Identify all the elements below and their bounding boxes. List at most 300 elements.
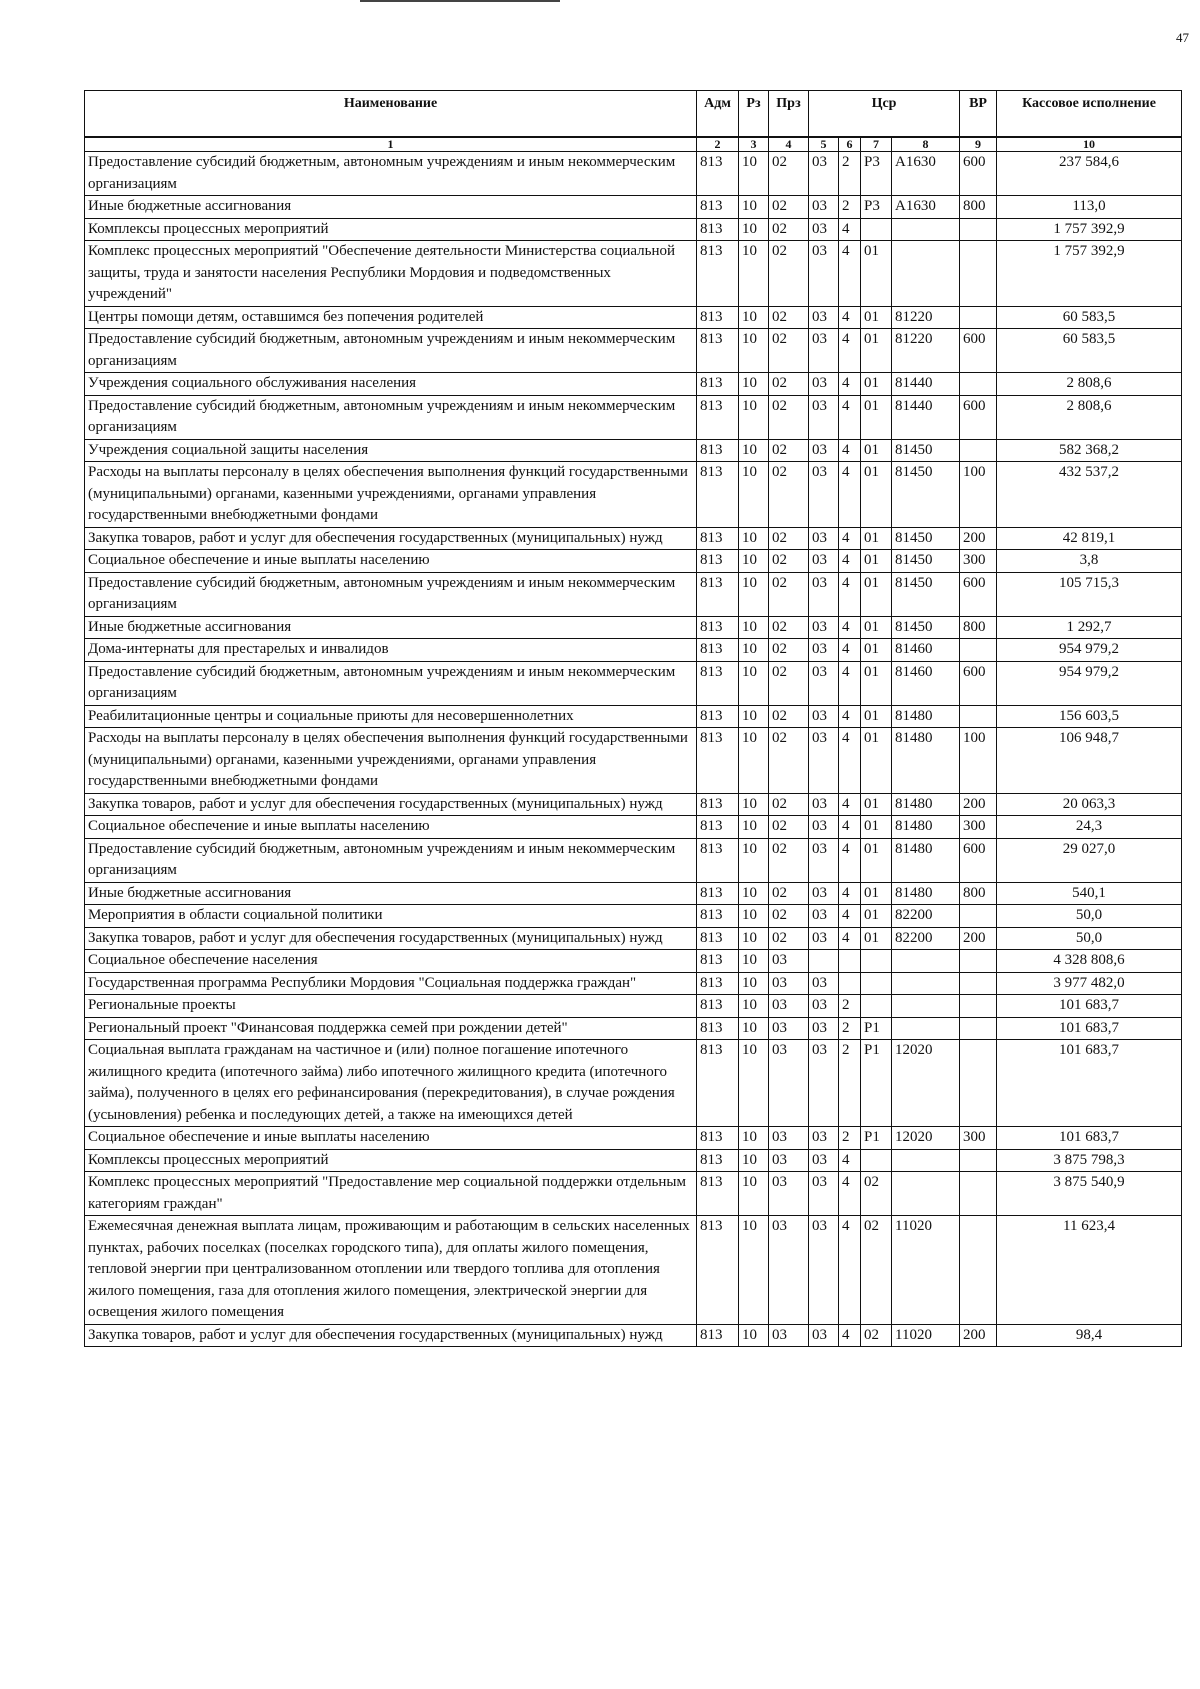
row-cer-event [861,1149,892,1172]
table-row [85,905,1182,928]
row-rz: 10 [739,661,769,705]
row-cer-program: 03 [809,196,839,219]
table-row [85,705,1182,728]
row-cer-event [861,972,892,995]
row-vr [960,439,997,462]
row-prz: 02 [769,196,809,219]
row-prz: 02 [769,705,809,728]
row-amount: 432 537,2 [997,462,1182,528]
row-amount: 237 584,6 [997,152,1182,196]
row-adm: 813 [697,1172,739,1216]
row-cer-direction [892,1017,960,1040]
row-rz: 10 [739,1216,769,1325]
table-row [85,1149,1182,1172]
row-vr [960,705,997,728]
row-rz: 10 [739,1127,769,1150]
row-prz: 02 [769,527,809,550]
row-adm: 813 [697,661,739,705]
row-name: Учреждения социальной защиты населения [85,439,697,462]
row-cer-direction: 12020 [892,1040,960,1127]
row-cer-program: 03 [809,1324,839,1347]
row-cer-direction: 81480 [892,882,960,905]
row-rz: 10 [739,572,769,616]
row-amount: 98,4 [997,1324,1182,1347]
row-adm: 813 [697,196,739,219]
row-cer-event: 02 [861,1172,892,1216]
row-name: Иные бюджетные ассигнования [85,882,697,905]
row-prz: 02 [769,927,809,950]
row-amount: 1 757 392,9 [997,241,1182,307]
row-name: Предоставление субсидий бюджетным, автономным учреждениям и иным некоммерческим организациям [85,329,697,373]
row-prz: 02 [769,816,809,839]
row-prz: 02 [769,439,809,462]
row-amount: 50,0 [997,927,1182,950]
row-cer-direction: 12020 [892,1127,960,1150]
row-cer-direction [892,218,960,241]
row-amount: 540,1 [997,882,1182,905]
row-cer-direction: 81440 [892,395,960,439]
row-cer-program: 03 [809,728,839,794]
row-name: Комплексы процессных мероприятий [85,1149,697,1172]
row-prz: 02 [769,241,809,307]
row-prz: 03 [769,1040,809,1127]
row-name: Дома-интернаты для престарелых и инвалидов [85,639,697,662]
header-cer: Цср [809,91,960,138]
row-vr: 300 [960,816,997,839]
table-row [85,1216,1182,1325]
row-cer-program: 03 [809,639,839,662]
row-cer-program: 03 [809,1017,839,1040]
row-cer-direction: 81460 [892,661,960,705]
budget-execution-table [84,90,1182,1347]
row-cer-direction [892,972,960,995]
row-adm: 813 [697,152,739,196]
row-adm: 813 [697,439,739,462]
row-cer-program: 03 [809,395,839,439]
row-name: Предоставление субсидий бюджетным, автономным учреждениям и иным некоммерческим организациям [85,572,697,616]
row-amount: 24,3 [997,816,1182,839]
table-row [85,218,1182,241]
row-amount: 105 715,3 [997,572,1182,616]
row-name: Закупка товаров, работ и услуг для обеспечения государственных (муниципальных) нужд [85,793,697,816]
row-name: Региональный проект "Финансовая поддержка семей при рождении детей" [85,1017,697,1040]
row-cer-program: 03 [809,995,839,1018]
row-name: Комплексы процессных мероприятий [85,218,697,241]
row-adm: 813 [697,816,739,839]
table-row [85,972,1182,995]
row-vr: 100 [960,728,997,794]
row-cer-program: 03 [809,306,839,329]
row-cer-program: 03 [809,373,839,396]
row-prz: 02 [769,661,809,705]
scan-artifact-line [360,0,560,2]
row-name: Социальное обеспечение и иные выплаты населению [85,1127,697,1150]
table-row [85,793,1182,816]
row-prz: 02 [769,616,809,639]
row-cer-event: 02 [861,1324,892,1347]
row-cer-program: 03 [809,241,839,307]
row-name: Социальное обеспечение и иные выплаты населению [85,550,697,573]
row-rz: 10 [739,218,769,241]
row-cer-direction: 11020 [892,1324,960,1347]
row-rz: 10 [739,816,769,839]
column-number: 8 [892,137,960,152]
row-rz: 10 [739,905,769,928]
row-cer-event: 01 [861,572,892,616]
row-cer-program: 03 [809,1127,839,1150]
table-row [85,838,1182,882]
header-rz: Рз [739,91,769,138]
column-number: 1 [85,137,697,152]
row-adm: 813 [697,1324,739,1347]
row-cer-event: 01 [861,373,892,396]
row-name: Учреждения социального обслуживания населения [85,373,697,396]
row-cer-direction [892,995,960,1018]
row-cer-program: 03 [809,1172,839,1216]
row-cer-subprogram: 4 [839,705,861,728]
row-cer-direction: 81450 [892,550,960,573]
row-vr [960,1149,997,1172]
row-adm: 813 [697,329,739,373]
row-prz: 03 [769,1127,809,1150]
row-name: Региональные проекты [85,995,697,1018]
row-name: Иные бюджетные ассигнования [85,196,697,219]
row-adm: 813 [697,1149,739,1172]
row-cer-direction: 81220 [892,329,960,373]
row-rz: 10 [739,439,769,462]
row-adm: 813 [697,882,739,905]
row-cer-program: 03 [809,329,839,373]
row-cer-direction: 81460 [892,639,960,662]
row-cer-direction: 81450 [892,616,960,639]
row-adm: 813 [697,950,739,973]
row-amount: 29 027,0 [997,838,1182,882]
row-vr [960,1216,997,1325]
row-rz: 10 [739,1149,769,1172]
row-prz: 02 [769,572,809,616]
row-cer-subprogram: 4 [839,1149,861,1172]
row-rz: 10 [739,1172,769,1216]
row-rz: 10 [739,550,769,573]
header-amount: Кассовое исполнение [997,91,1182,138]
row-name: Социальное обеспечение населения [85,950,697,973]
row-adm: 813 [697,1216,739,1325]
row-cer-event: 01 [861,462,892,528]
row-rz: 10 [739,950,769,973]
row-cer-subprogram: 2 [839,1040,861,1127]
row-prz: 03 [769,972,809,995]
row-cer-subprogram: 4 [839,616,861,639]
row-prz: 02 [769,793,809,816]
row-cer-subprogram [839,950,861,973]
row-prz: 03 [769,1149,809,1172]
row-name: Предоставление субсидий бюджетным, автономным учреждениям и иным некоммерческим организациям [85,395,697,439]
row-amount: 3 977 482,0 [997,972,1182,995]
row-cer-direction [892,241,960,307]
row-cer-event: 01 [861,661,892,705]
row-vr: 800 [960,616,997,639]
table-row [85,462,1182,528]
row-vr: 800 [960,196,997,219]
row-adm: 813 [697,995,739,1018]
row-amount: 2 808,6 [997,373,1182,396]
table-row [85,1017,1182,1040]
row-vr [960,306,997,329]
table-body [85,91,1182,1347]
row-vr [960,1172,997,1216]
row-cer-event: 01 [861,639,892,662]
row-cer-subprogram: 4 [839,882,861,905]
row-cer-program: 03 [809,816,839,839]
row-rz: 10 [739,306,769,329]
table-row [85,1324,1182,1347]
row-vr: 600 [960,329,997,373]
row-adm: 813 [697,927,739,950]
row-adm: 813 [697,1040,739,1127]
row-cer-direction: 81480 [892,705,960,728]
row-cer-direction: 81440 [892,373,960,396]
row-cer-program [809,950,839,973]
row-name: Центры помощи детям, оставшимся без попечения родителей [85,306,697,329]
row-amount: 106 948,7 [997,728,1182,794]
row-vr [960,218,997,241]
page-number: 47 [1176,30,1189,45]
row-cer-program: 03 [809,882,839,905]
row-vr [960,972,997,995]
table-row [85,572,1182,616]
row-cer-subprogram: 4 [839,1172,861,1216]
row-cer-program: 03 [809,838,839,882]
row-vr: 600 [960,661,997,705]
row-vr [960,241,997,307]
row-cer-event: 01 [861,793,892,816]
column-number-row [85,137,1182,152]
row-rz: 10 [739,882,769,905]
table-row [85,1172,1182,1216]
row-cer-subprogram: 4 [839,838,861,882]
table-row [85,661,1182,705]
row-prz: 02 [769,152,809,196]
row-prz: 03 [769,1172,809,1216]
column-number: 3 [739,137,769,152]
row-name: Ежемесячная денежная выплата лицам, проживающим и работающим в сельских населенных пунктах, рабочих поселках (поселках городского типа), для оплаты жилого помещения, тепловой энергии при централизованном отоплении или твердого топлива для отопления жилого помещения, газа для отопления жилого помещения, электрической энергии для освещения жилого помещения [85,1216,697,1325]
row-rz: 10 [739,373,769,396]
row-cer-program: 03 [809,972,839,995]
row-cer-event: Р3 [861,196,892,219]
table-row [85,527,1182,550]
column-number: 9 [960,137,997,152]
table-row [85,1127,1182,1150]
row-cer-program: 03 [809,1216,839,1325]
row-name: Предоставление субсидий бюджетным, автономным учреждениям и иным некоммерческим организациям [85,661,697,705]
column-number: 5 [809,137,839,152]
row-prz: 03 [769,1017,809,1040]
row-cer-subprogram: 4 [839,639,861,662]
row-prz: 02 [769,550,809,573]
row-prz: 02 [769,306,809,329]
row-rz: 10 [739,1040,769,1127]
row-amount: 50,0 [997,905,1182,928]
row-cer-event: 01 [861,705,892,728]
row-prz: 03 [769,995,809,1018]
row-name: Предоставление субсидий бюджетным, автономным учреждениям и иным некоммерческим организациям [85,152,697,196]
row-prz: 02 [769,905,809,928]
row-cer-event: 01 [861,882,892,905]
row-vr: 600 [960,395,997,439]
row-name: Реабилитационные центры и социальные приюты для несовершеннолетних [85,705,697,728]
table-row [85,639,1182,662]
row-amount: 3 875 798,3 [997,1149,1182,1172]
row-vr [960,905,997,928]
row-cer-subprogram: 4 [839,661,861,705]
row-amount: 3 875 540,9 [997,1172,1182,1216]
row-name: Иные бюджетные ассигнования [85,616,697,639]
row-name: Расходы на выплаты персоналу в целях обеспечения выполнения функций государственными (муниципальными) органами, казенными учреждениями, органами управления государственными внебюджетными фондами [85,462,697,528]
row-prz: 02 [769,462,809,528]
row-cer-event: 01 [861,241,892,307]
row-prz: 02 [769,882,809,905]
row-cer-event: 01 [861,728,892,794]
row-amount: 11 623,4 [997,1216,1182,1325]
row-cer-subprogram: 4 [839,927,861,950]
row-rz: 10 [739,972,769,995]
row-amount: 60 583,5 [997,306,1182,329]
row-cer-subprogram: 4 [839,816,861,839]
row-adm: 813 [697,373,739,396]
row-vr: 600 [960,152,997,196]
row-amount: 3,8 [997,550,1182,573]
row-vr: 300 [960,1127,997,1150]
row-cer-direction [892,1172,960,1216]
row-cer-direction: 11020 [892,1216,960,1325]
row-cer-subprogram: 4 [839,329,861,373]
row-cer-subprogram: 2 [839,995,861,1018]
row-amount: 20 063,3 [997,793,1182,816]
row-adm: 813 [697,905,739,928]
row-amount: 101 683,7 [997,1017,1182,1040]
column-number: 10 [997,137,1182,152]
row-prz: 02 [769,373,809,396]
row-cer-event: 01 [861,838,892,882]
header-adm: Адм [697,91,739,138]
row-adm: 813 [697,462,739,528]
table-row [85,329,1182,373]
row-cer-event: Р1 [861,1040,892,1127]
row-cer-direction: 81450 [892,439,960,462]
row-rz: 10 [739,329,769,373]
row-adm: 813 [697,218,739,241]
row-adm: 813 [697,395,739,439]
row-amount: 1 292,7 [997,616,1182,639]
table-row [85,728,1182,794]
row-vr [960,639,997,662]
row-adm: 813 [697,572,739,616]
row-name: Предоставление субсидий бюджетным, автономным учреждениям и иным некоммерческим организациям [85,838,697,882]
table-row [85,882,1182,905]
row-cer-direction: 82200 [892,905,960,928]
row-rz: 10 [739,995,769,1018]
row-adm: 813 [697,616,739,639]
row-cer-event: Р1 [861,1017,892,1040]
table-row [85,995,1182,1018]
row-rz: 10 [739,728,769,794]
row-name: Комплекс процессных мероприятий "Обеспечение деятельности Министерства социальной защиты, труда и занятости населения Республики Мордовия и подведомственных учреждений" [85,241,697,307]
table-row [85,616,1182,639]
row-cer-program: 03 [809,572,839,616]
row-cer-event: 01 [861,905,892,928]
row-vr [960,1040,997,1127]
row-vr: 200 [960,1324,997,1347]
row-cer-subprogram: 4 [839,550,861,573]
row-adm: 813 [697,1017,739,1040]
row-rz: 10 [739,705,769,728]
row-cer-event: 01 [861,329,892,373]
row-cer-subprogram: 2 [839,1017,861,1040]
table-row [85,439,1182,462]
column-number: 4 [769,137,809,152]
row-amount: 954 979,2 [997,661,1182,705]
row-cer-subprogram: 4 [839,439,861,462]
row-amount: 2 808,6 [997,395,1182,439]
row-adm: 813 [697,793,739,816]
row-cer-event: 01 [861,616,892,639]
row-vr [960,1017,997,1040]
row-cer-subprogram: 4 [839,1324,861,1347]
row-amount: 101 683,7 [997,1040,1182,1127]
table-row [85,550,1182,573]
row-rz: 10 [739,838,769,882]
row-cer-event [861,218,892,241]
row-name: Закупка товаров, работ и услуг для обеспечения государственных (муниципальных) нужд [85,927,697,950]
row-prz: 02 [769,639,809,662]
row-rz: 10 [739,1017,769,1040]
row-prz: 02 [769,728,809,794]
row-rz: 10 [739,1324,769,1347]
row-name: Расходы на выплаты персоналу в целях обеспечения выполнения функций государственными (муниципальными) органами, казенными учреждениями, органами управления государственными внебюджетными фондами [85,728,697,794]
row-adm: 813 [697,728,739,794]
table-row [85,306,1182,329]
row-cer-event: 01 [861,550,892,573]
row-amount: 101 683,7 [997,1127,1182,1150]
header-vr: ВР [960,91,997,138]
row-vr: 800 [960,882,997,905]
row-cer-program: 03 [809,439,839,462]
row-rz: 10 [739,793,769,816]
row-cer-direction: 81480 [892,793,960,816]
row-cer-program: 03 [809,527,839,550]
row-prz: 02 [769,218,809,241]
row-cer-subprogram: 2 [839,1127,861,1150]
row-cer-subprogram: 4 [839,728,861,794]
row-prz: 03 [769,1324,809,1347]
row-adm: 813 [697,241,739,307]
row-adm: 813 [697,527,739,550]
row-prz: 03 [769,950,809,973]
row-rz: 10 [739,927,769,950]
row-cer-event: 01 [861,306,892,329]
table-row [85,152,1182,196]
row-amount: 101 683,7 [997,995,1182,1018]
row-cer-program: 03 [809,550,839,573]
column-number: 7 [861,137,892,152]
table-row [85,816,1182,839]
table-row [85,196,1182,219]
row-cer-event: 01 [861,527,892,550]
row-amount: 582 368,2 [997,439,1182,462]
table-row [85,241,1182,307]
row-rz: 10 [739,241,769,307]
row-amount: 4 328 808,6 [997,950,1182,973]
